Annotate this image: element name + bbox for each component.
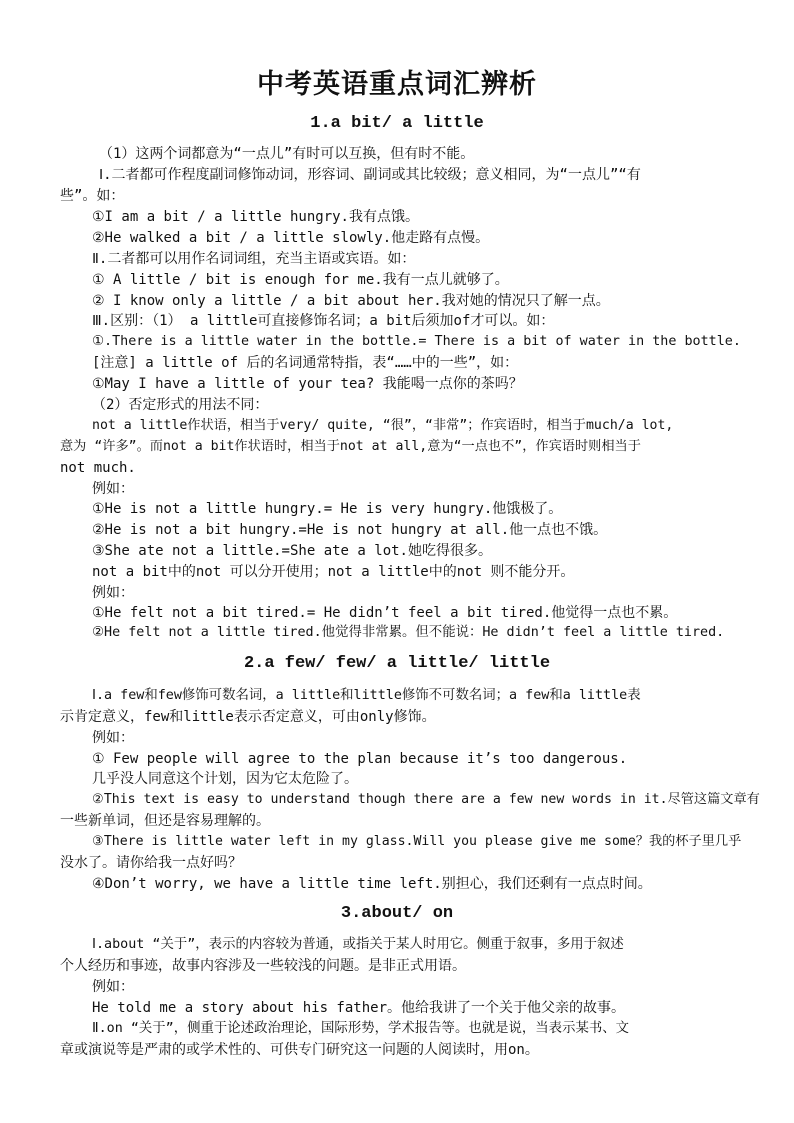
text-line: ① Few people will agree to the plan because it’s too dangerous. bbox=[92, 751, 628, 767]
text-line: [注意] a little of 后的名词通常特指，表“……中的一些”，如： bbox=[92, 355, 519, 371]
text-line: ①May I have a little of your tea? 我能喝一点你的茶吗？ bbox=[92, 376, 523, 392]
text-line: Ⅲ.区别：（1） a little可直接修饰名词；a bit后须加of才可以。如： bbox=[92, 313, 555, 329]
section-heading-1: 1.a bit/ a little bbox=[310, 114, 484, 133]
page-title: 中考英语重点词汇辨析 bbox=[257, 69, 537, 100]
text-line: 些”。如： bbox=[60, 188, 125, 204]
text-line: 没水了。请你给我一点好吗？ bbox=[60, 855, 242, 871]
text-line: 例如： bbox=[92, 979, 134, 995]
text-line: 一些新单词，但还是容易理解的。 bbox=[60, 813, 270, 829]
text-line: ② I know only a little / a bit about her.我对她的情况只了解一点。 bbox=[92, 293, 610, 309]
text-line: 例如： bbox=[92, 730, 134, 746]
text-line: 章或演说等是严肃的或学术性的、可供专门研究这一问题的人阅读时，用on。 bbox=[60, 1042, 539, 1058]
text-line: 例如： bbox=[92, 481, 134, 497]
text-line: ②He walked a bit / a little slowly.他走路有点慢。 bbox=[92, 230, 490, 246]
text-line: （1）这两个词都意为“一点儿”有时可以互换，但有时不能。 bbox=[99, 146, 475, 162]
text-line: Ⅱ.二者都可以用作名词词组，充当主语或宾语。如： bbox=[92, 251, 416, 267]
text-line: ① A little / bit is enough for me.我有一点儿就够了。 bbox=[92, 272, 509, 288]
text-line: ③She ate not a little.=She ate a lot.她吃得很多。 bbox=[92, 543, 492, 559]
text-line: 个人经历和事迹，故事内容涉及一些较浅的问题。是非正式用语。 bbox=[60, 958, 466, 974]
text-line: ④Don’t worry, we have a little time left.别担心，我们还剩有一点点时间。 bbox=[92, 876, 652, 892]
text-line: ②He felt not a little tired.他觉得非常累。但不能说：He didn’t feel a little tired. bbox=[92, 625, 725, 640]
text-line: not a bit中的not 可以分开使用；not a little中的not 则不能分开。 bbox=[92, 564, 575, 580]
text-line: ③There is little water left in my glass.Will you please give me some？我的杯子里几乎 bbox=[92, 834, 742, 849]
section-heading-3: 3.about/ on bbox=[340, 904, 454, 923]
text-line: ②He is not a bit hungry.=He is not hungry at all.他一点也不饿。 bbox=[92, 522, 608, 538]
text-line: ①I am a bit / a little hungry.我有点饿。 bbox=[92, 209, 419, 225]
text-line: ①He felt not a bit tired.= He didn’t feel a bit tired.他觉得一点也不累。 bbox=[92, 605, 678, 621]
text-line: ①.There is a little water in the bottle.= There is a bit of water in the bottle. bbox=[92, 334, 741, 349]
text-line: 几乎没人同意这个计划，因为它太危险了。 bbox=[92, 771, 358, 787]
text-line: 示肯定意义，few和little表示否定意义，可由only修饰。 bbox=[60, 709, 436, 725]
text-line: ②This text is easy to understand though there are a few new words in it.尽管这篇文章有 bbox=[92, 792, 760, 807]
text-line: Ⅰ.about “关于”，表示的内容较为普通，或指关于某人时用它。侧重于叙事，多用于叙述 bbox=[92, 937, 624, 952]
text-line: not much. bbox=[60, 460, 136, 476]
text-line: （2）否定形式的用法不同： bbox=[92, 397, 269, 413]
text-line: 例如： bbox=[92, 585, 134, 601]
section-heading-2: 2.a few/ few/ a little/ little bbox=[243, 654, 551, 673]
text-line: Ⅱ.on “关于”，侧重于论述政治理论，国际形势，学术报告等。也就是说，当表示某书、文 bbox=[92, 1021, 630, 1036]
text-line: not a little作状语，相当于very/ quite, “很”，“非常”；作宾语时，相当于much/a lot, bbox=[92, 418, 674, 433]
text-line: Ⅰ.二者都可作程度副词修饰动词，形容词、副词或其比较级；意义相同，为“一点儿”“有 bbox=[99, 167, 641, 183]
text-line: He told me a story about his father。他给我讲了一个关于他父亲的故事。 bbox=[92, 1000, 626, 1016]
text-line: ①He is not a little hungry.= He is very hungry.他饿极了。 bbox=[92, 501, 563, 517]
text-line: Ⅰ.a few和few修饰可数名词，a little和little修饰不可数名词；a few和a little表 bbox=[92, 688, 641, 703]
text-line: 意为 “许多”。而not a bit作状语时，相当于not at all,意为“一点也不”，作宾语时则相当于 bbox=[60, 439, 641, 454]
